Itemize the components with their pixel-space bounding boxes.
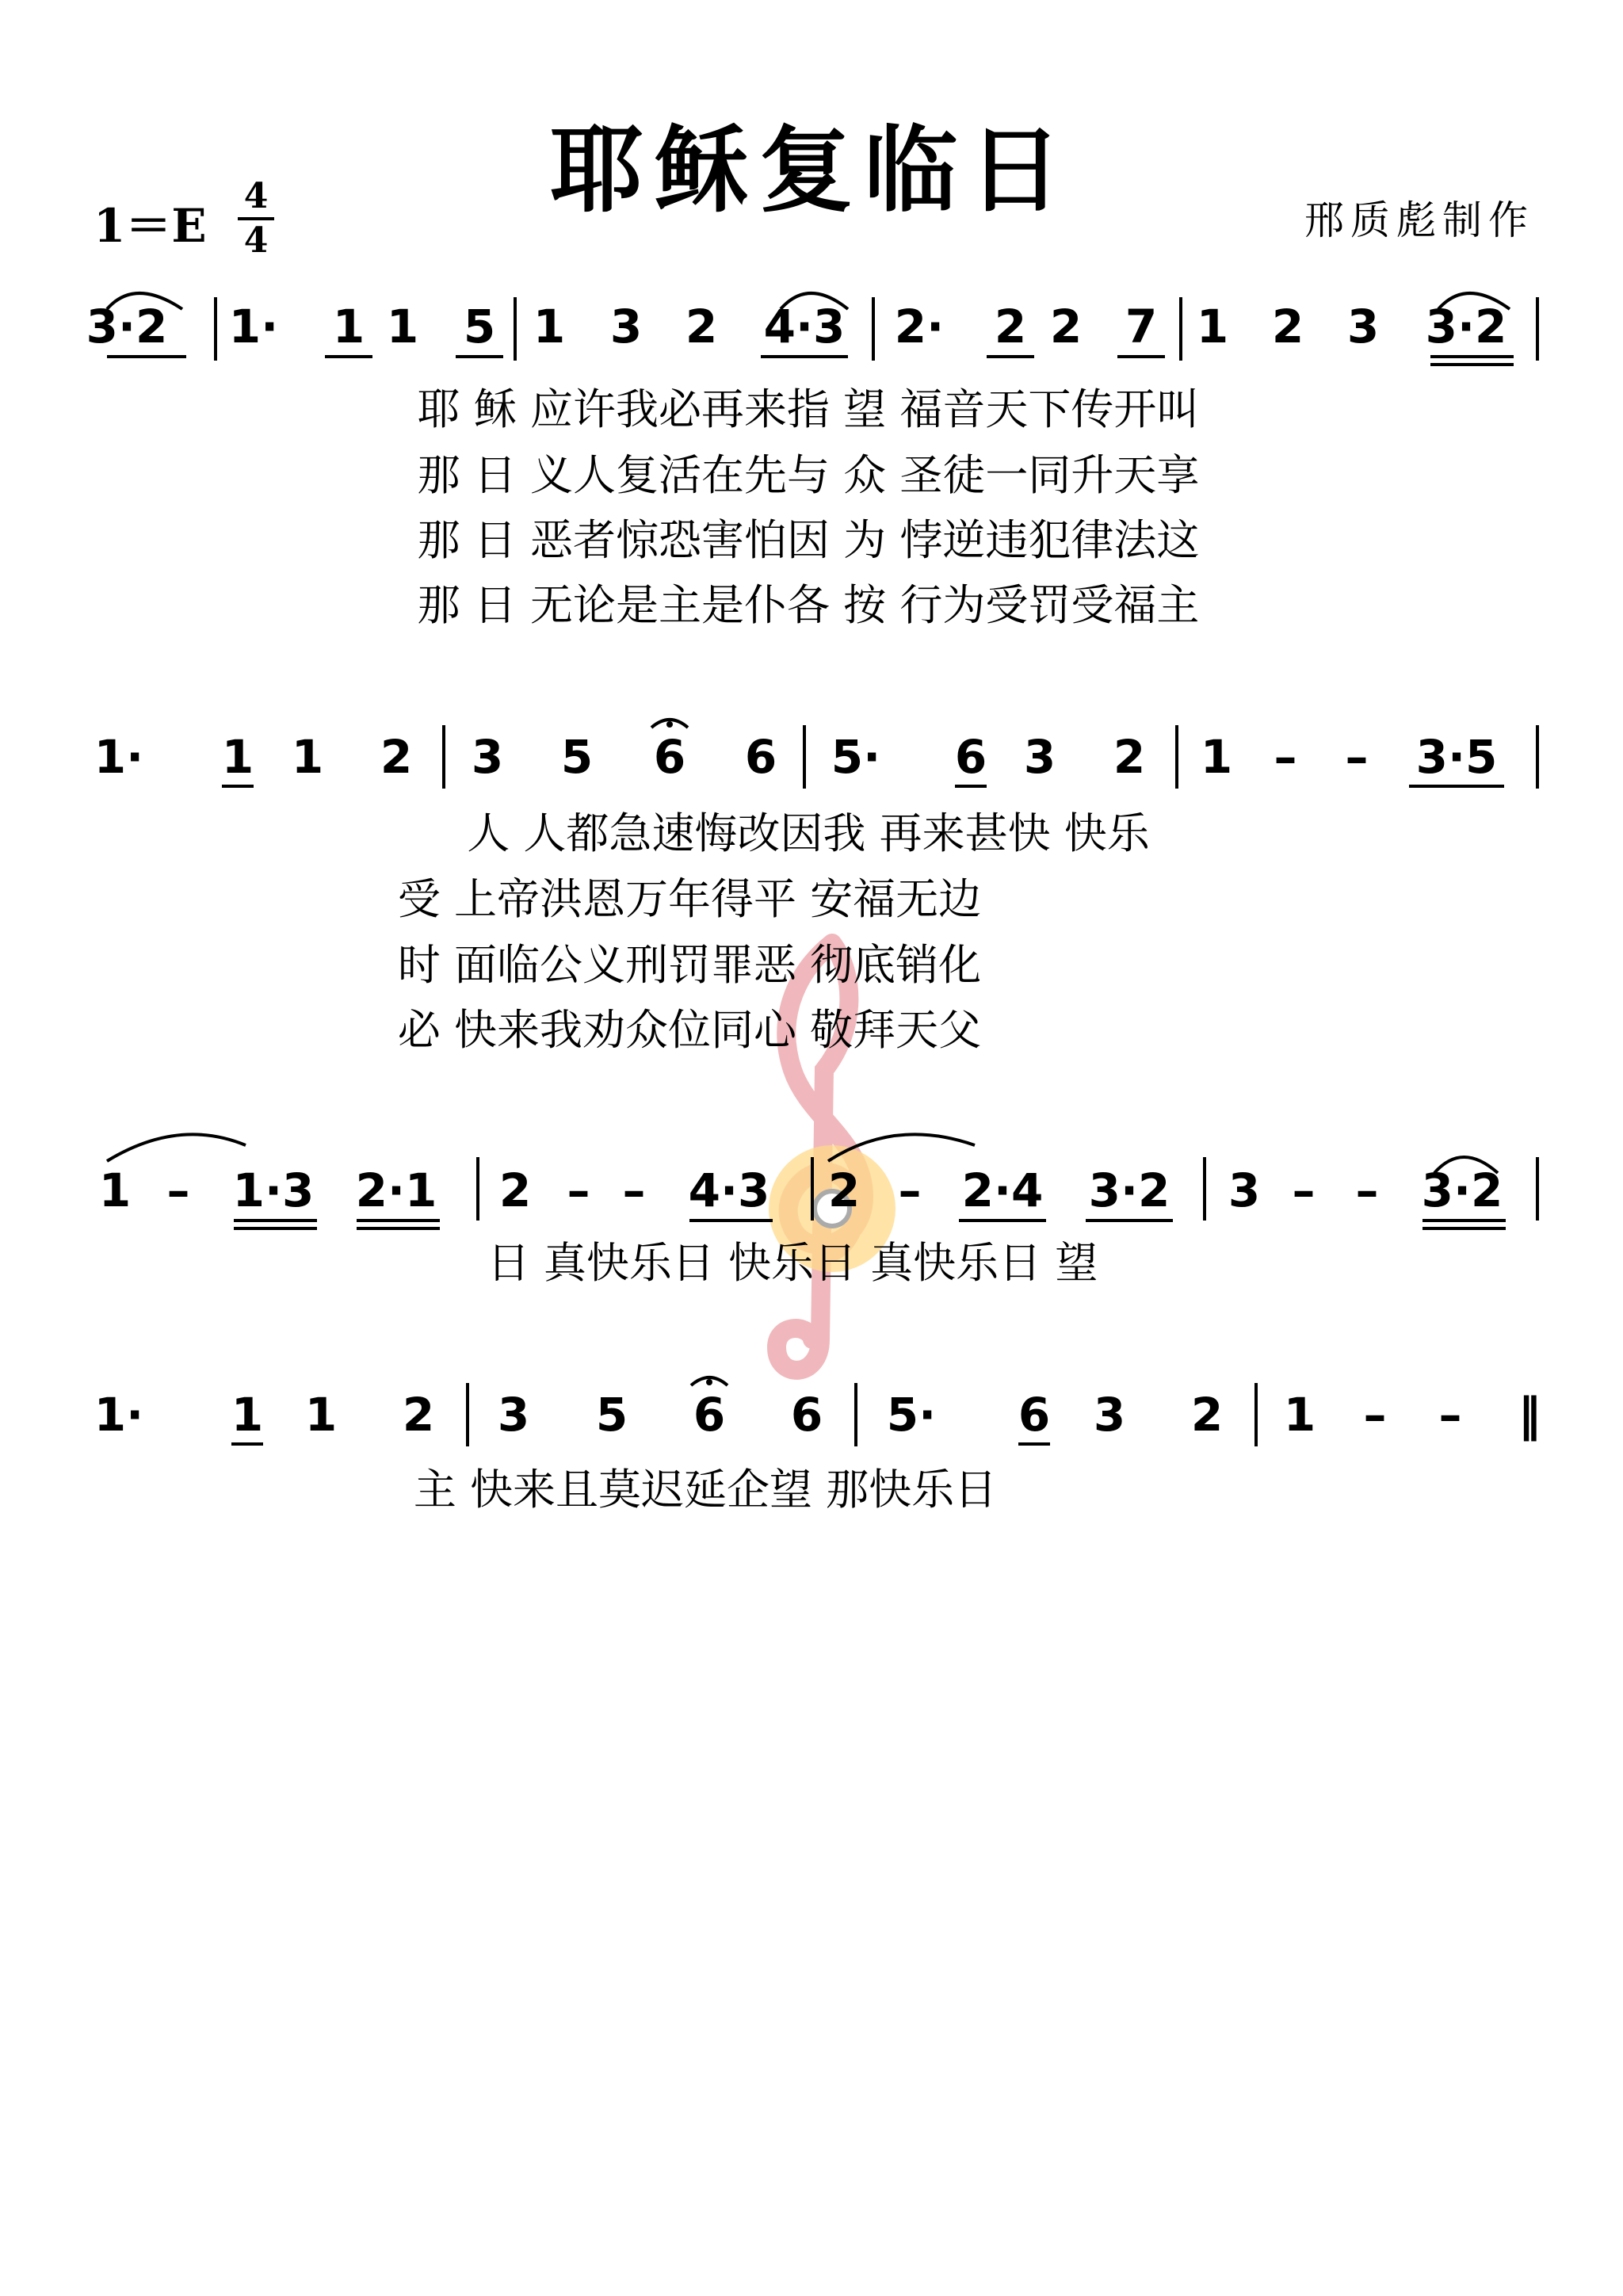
note: 3	[1023, 730, 1056, 784]
note: 4·3	[688, 1163, 770, 1217]
system-2	[94, 720, 1537, 789]
note: –	[1355, 1163, 1379, 1217]
note: 6	[1018, 1388, 1051, 1442]
note: 2	[827, 1163, 861, 1217]
note: 6	[790, 1388, 823, 1442]
note: 3·2	[1421, 1163, 1503, 1217]
note: 1	[1200, 730, 1233, 784]
note: 6	[744, 730, 777, 784]
lyric-line: 时 面临公义刑罚罪恶 彻底销化	[397, 940, 982, 990]
note: –	[898, 1163, 922, 1217]
key-signature: 1＝E	[94, 199, 207, 253]
lyric-line: 那 日 义人复活在先与 众 圣徒一同升天享	[417, 450, 1200, 500]
lyric-line: 日 真快乐日 快乐日 真快乐日 望	[487, 1238, 1098, 1288]
note: 1	[533, 300, 566, 353]
note: 5·	[886, 1388, 937, 1442]
system-1-lyrics	[418, 384, 1200, 630]
note: –	[622, 1163, 646, 1217]
note: 1·	[228, 300, 279, 353]
time-signature	[238, 176, 274, 261]
note: 2	[1113, 730, 1146, 784]
note: 2	[1049, 300, 1083, 353]
time-signature-bottom: 4	[243, 220, 269, 261]
lyric-line: 那 日 恶者惊恐害怕因 为 悖逆违犯律法这	[417, 515, 1200, 565]
note: 2·	[894, 300, 945, 353]
note: –	[1274, 730, 1297, 784]
note: 1·3	[232, 1163, 315, 1217]
lyric-line: 受 上帝洪恩万年得平 安福无边	[397, 874, 982, 924]
note: 3·2	[1425, 300, 1507, 353]
note: 1	[304, 1388, 338, 1442]
note: 2·4	[961, 1163, 1044, 1217]
note: 3	[609, 300, 643, 353]
note: 1·	[94, 730, 144, 784]
note: –	[1438, 1388, 1462, 1442]
note: 2·1	[355, 1163, 437, 1217]
note: 1	[1283, 1388, 1316, 1442]
note: 5	[560, 730, 594, 784]
note: 2	[685, 300, 718, 353]
treble-clef-watermark-icon	[745, 927, 903, 1395]
note: –	[1363, 1388, 1387, 1442]
note: 2	[1271, 300, 1304, 353]
song-title: 耶稣复临日	[549, 116, 1073, 225]
note: 1	[386, 300, 419, 353]
note: 3	[1093, 1388, 1126, 1442]
note: 2	[402, 1388, 435, 1442]
note: –	[1345, 730, 1369, 784]
author-credit: 邢质彪制作	[1304, 197, 1534, 243]
note: 2	[994, 300, 1027, 353]
note: 4·3	[763, 300, 846, 353]
note: 2	[380, 730, 413, 784]
note: 1	[1196, 300, 1229, 353]
system-1	[86, 293, 1537, 365]
lyric-line: 人 人都急速悔改因我 再来甚快 快乐	[467, 808, 1150, 858]
note: 1	[231, 1388, 264, 1442]
note: 3	[1346, 300, 1380, 353]
note: 6	[653, 730, 686, 784]
note: 1	[332, 300, 365, 353]
note: 2	[1190, 1388, 1224, 1442]
lyric-line: 必 快来我劝众位同心 敬拜天父	[397, 1005, 982, 1055]
note: 5	[463, 300, 496, 353]
lyric-line: 主 快来且莫迟延企望 那快乐日	[413, 1465, 998, 1515]
note: 6	[954, 730, 987, 784]
note: 5·	[831, 730, 881, 784]
note: 3·5	[1415, 730, 1498, 784]
note: 2	[498, 1163, 532, 1217]
note: 3	[471, 730, 504, 784]
note: 3	[1228, 1163, 1261, 1217]
note: 6	[693, 1388, 726, 1442]
note: 3·2	[1088, 1163, 1170, 1217]
note: –	[1292, 1163, 1316, 1217]
note: 1	[98, 1163, 132, 1217]
system-4-lyrics	[414, 1465, 997, 1515]
note: –	[567, 1163, 590, 1217]
time-signature-top: 4	[243, 176, 269, 216]
final-barline: ‖	[1518, 1388, 1541, 1442]
note: 1	[291, 730, 324, 784]
note: 7	[1125, 300, 1158, 353]
note: 5	[595, 1388, 628, 1442]
lyric-line: 耶 稣 应许我必再来指 望 福音天下传开叫	[417, 384, 1200, 434]
note: 1	[221, 730, 254, 784]
note: 3·2	[86, 300, 168, 353]
note: 1·	[94, 1388, 144, 1442]
note: 3	[497, 1388, 530, 1442]
lyric-line: 那 日 无论是主是仆各 按 行为受罚受福主	[417, 580, 1200, 630]
note: –	[166, 1163, 190, 1217]
